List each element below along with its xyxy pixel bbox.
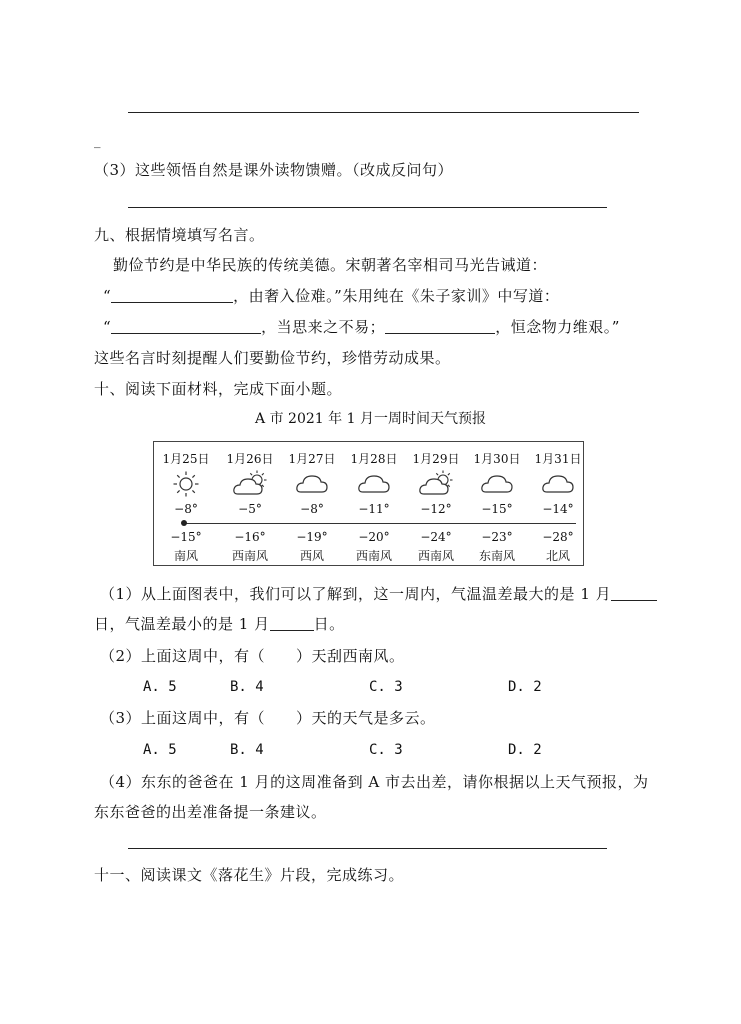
answer-line[interactable]: [128, 207, 607, 208]
fill-blank-2[interactable]: [111, 317, 261, 334]
q3-option-d[interactable]: D. 2: [508, 742, 542, 758]
section-9-title: 九、根据情境填写名言。: [94, 226, 265, 244]
wind-direction: 西风: [299, 549, 324, 563]
q3-option-a[interactable]: A. 5: [143, 742, 177, 758]
section-9-line-2: “ ，当思来之不易； ，恒念物力维艰。”: [103, 318, 620, 336]
cloud-sun-icon: [418, 470, 454, 498]
high-temperature: −15°: [481, 502, 513, 516]
weather-date: 1月25日: [162, 452, 210, 466]
section-9-closing: 这些名言时刻提醒人们要勤俭节约，珍惜劳动成果。: [94, 349, 451, 367]
q2-option-c[interactable]: C. 3: [369, 679, 403, 695]
answer-line[interactable]: [128, 112, 639, 113]
cloud-icon: [356, 470, 392, 498]
low-temperature: −16°: [234, 530, 266, 544]
q2-option-b[interactable]: B. 4: [230, 679, 264, 695]
low-temperature: −20°: [358, 530, 390, 544]
low-temperature: −23°: [481, 530, 513, 544]
weather-day-column: [282, 442, 342, 565]
section-10-title: 十、阅读下面材料，完成下面小题。: [94, 380, 343, 398]
weather-day-column: [406, 442, 466, 565]
fill-blank-1[interactable]: [111, 286, 233, 303]
fill-blank-min-day[interactable]: [270, 614, 314, 631]
section-9-intro: 勤俭节约是中华民族的传统美德。宋朝著名宰相司马光告诫道：: [113, 256, 548, 274]
question-10-2: （2）上面这周中，有（ ）天刮西南风。: [100, 647, 405, 665]
section-11-title: 十一、阅读课文《落花生》片段，完成练习。: [94, 866, 405, 884]
fill-blank-max-day[interactable]: [611, 584, 657, 601]
low-temperature: −15°: [170, 530, 202, 544]
wind-direction: 北风: [545, 549, 570, 563]
cloud-sun-icon: [232, 470, 268, 498]
weather-day-column: [156, 442, 216, 565]
low-temperature: −28°: [542, 530, 574, 544]
weather-date: 1月30日: [473, 452, 521, 466]
wind-direction: 东南风: [478, 549, 515, 563]
weather-date: 1月26日: [226, 452, 274, 466]
high-temperature: −5°: [238, 502, 262, 516]
cloud-icon: [479, 470, 515, 498]
high-temperature: −8°: [300, 502, 324, 516]
wind-direction: 西南风: [231, 549, 268, 563]
weather-date: 1月28日: [350, 452, 398, 466]
cloud-icon: [294, 470, 330, 498]
q2-option-a[interactable]: A. 5: [143, 679, 177, 695]
line-tail-mark: _: [94, 134, 101, 149]
low-temperature: −24°: [420, 530, 452, 544]
answer-line[interactable]: [128, 848, 607, 849]
weather-day-column: [467, 442, 527, 565]
wind-direction: 西南风: [417, 549, 454, 563]
question-10-4-line-b: 东东爸爸的出差准备提一条建议。: [94, 803, 327, 821]
weather-table-caption: A 市 2021 年 1 月一周时间天气预报: [255, 411, 486, 427]
q3-option-b[interactable]: B. 4: [230, 742, 264, 758]
q3-option-c[interactable]: C. 3: [369, 742, 403, 758]
question-10-1-line-a: （1）从上面图表中，我们可以了解到，这一周内，气温温差最大的是 1 月: [100, 584, 657, 604]
weather-day-column: [220, 442, 280, 565]
question-10-4-line-a: （4）东东的爸爸在 1 月的这周准备到 A 市去出差，请你根据以上天气预报，为: [100, 773, 649, 791]
fill-blank-3[interactable]: [385, 317, 495, 334]
question-10-1-line-b: 日，气温差最小的是 1 月 日。: [94, 615, 345, 633]
high-temperature: −14°: [542, 502, 574, 516]
wind-direction: 西南风: [355, 549, 392, 563]
question-10-3: （3）上面这周中，有（ ）天的天气是多云。: [100, 709, 436, 727]
q2-option-d[interactable]: D. 2: [508, 679, 542, 695]
question-3-rewrite: （3）这些领悟自然是课外读物馈赠。（改成反问句）: [94, 161, 454, 179]
high-temperature: −12°: [420, 502, 452, 516]
weather-date: 1月29日: [412, 452, 460, 466]
wind-direction: 南风: [173, 549, 198, 563]
section-9-line-1: “ ，由奢入俭难。”朱用纯在《朱子家训》中写道：: [103, 287, 560, 305]
cloud-icon: [540, 470, 576, 498]
weather-date: 1月27日: [288, 452, 336, 466]
sun-icon: [168, 470, 204, 498]
high-temperature: −11°: [358, 502, 390, 516]
low-temperature: −19°: [296, 530, 328, 544]
weather-day-column: [344, 442, 404, 565]
high-temperature: −8°: [174, 502, 198, 516]
weather-date: 1月31日: [534, 452, 582, 466]
weather-forecast-table: [153, 441, 584, 566]
weather-day-column: [528, 442, 588, 565]
